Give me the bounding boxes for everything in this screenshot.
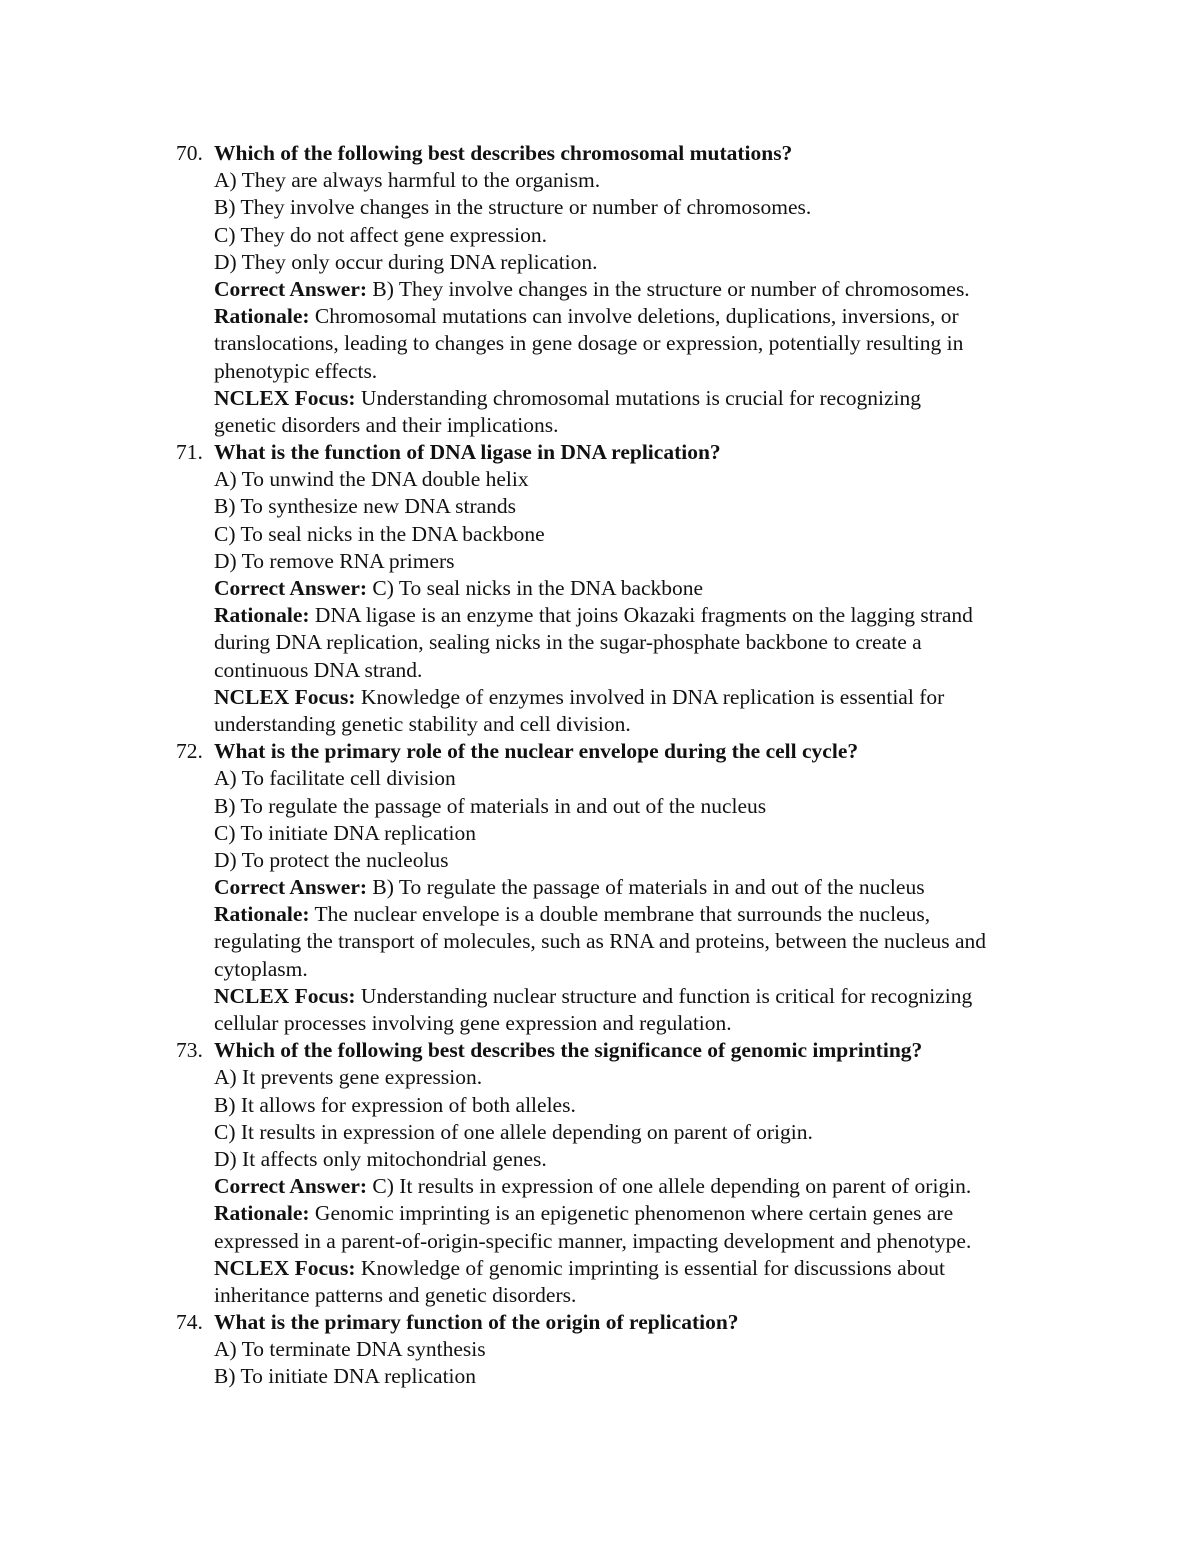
nclex-focus-label: NCLEX Focus: (214, 1255, 356, 1280)
question-71 (0, 439, 1200, 466)
rationale-text: Chromosomal mutations can involve deletions, duplications, inversions, or (314, 304, 959, 329)
correct-answer-label: Correct Answer: (214, 875, 368, 900)
option-b: B) It allows for expression of both alleles. (214, 1092, 576, 1117)
correct-answer-text: B) To regulate the passage of materials in and out of the nucleus (372, 875, 925, 900)
option-d: D) To remove RNA primers (214, 548, 455, 573)
option-d: D) To protect the nucleolus (214, 847, 449, 872)
nclex-focus-text: genetic disorders and their implications. (214, 412, 559, 437)
correct-answer-label: Correct Answer: (214, 1174, 368, 1199)
question-text: What is the primary function of the origin of replication? (214, 1310, 739, 1335)
correct-answer-text: C) To seal nicks in the DNA backbone (372, 576, 704, 600)
option-a: A) They are always harmful to the organism. (214, 168, 601, 193)
option-c: C) To seal nicks in the DNA backbone (214, 521, 545, 546)
option-b: B) To synthesize new DNA strands (214, 494, 517, 519)
correct-answer-label: Correct Answer: (214, 576, 368, 600)
rationale-text: expressed in a parent-of-origin-specific manner, impacting development and phenotype. (214, 1228, 972, 1253)
rationale-label: Rationale: (214, 603, 310, 628)
correct-answer (214, 575, 703, 602)
option-a: A) To unwind the DNA double helix (214, 467, 529, 492)
question-number: 72. (176, 739, 203, 764)
nclex-focus (214, 385, 921, 412)
nclex-focus-text: Understanding nuclear structure and function is critical for recognizing (360, 983, 973, 1008)
correct-answer (214, 874, 925, 901)
rationale-label: Rationale: (214, 304, 310, 329)
option-b: B) To initiate DNA replication (214, 1364, 477, 1389)
option-c: C) It results in expression of one allele depending on parent of origin. (214, 1119, 813, 1144)
option-b: B) To regulate the passage of materials in and out of the nucleus (214, 793, 767, 818)
rationale-text: translocations, leading to changes in gene dosage or expression, potentially resulting in (214, 331, 964, 356)
option-d: D) It affects only mitochondrial genes. (214, 1146, 547, 1171)
question-number: 73. (176, 1038, 203, 1063)
correct-answer (214, 1173, 971, 1200)
question-text: What is the primary role of the nuclear envelope during the cell cycle? (214, 739, 859, 764)
nclex-focus-text: inheritance patterns and genetic disorders. (214, 1282, 577, 1307)
nclex-focus-text: Knowledge of enzymes involved in DNA replication is essential for (360, 684, 945, 709)
nclex-focus (214, 1255, 945, 1282)
option-c: C) To initiate DNA replication (214, 820, 477, 845)
rationale-label: Rationale: (214, 902, 310, 927)
question-number: 74. (176, 1310, 203, 1335)
rationale-text: continuous DNA strand. (214, 657, 423, 682)
nclex-focus-label: NCLEX Focus: (214, 983, 356, 1008)
nclex-focus-label: NCLEX Focus: (214, 684, 356, 709)
question-73 (0, 1037, 1200, 1064)
rationale (214, 602, 973, 629)
option-a: A) It prevents gene expression. (214, 1065, 483, 1090)
question-74 (0, 1309, 1200, 1336)
option-d: D) They only occur during DNA replication. (214, 249, 598, 274)
nclex-focus-text: Understanding chromosomal mutations is crucial for recognizing (360, 385, 921, 410)
option-a: A) To facilitate cell division (214, 766, 456, 791)
rationale-text: regulating the transport of molecules, such as RNA and proteins, between the nucleus and (214, 929, 987, 954)
question-number: 71. (176, 440, 203, 465)
question-text: Which of the following best describes the significance of genomic imprinting? (214, 1038, 923, 1063)
document-content (0, 140, 1200, 1391)
option-b: B) They involve changes in the structure or number of chromosomes. (214, 195, 812, 220)
option-a: A) To terminate DNA synthesis (214, 1337, 486, 1362)
nclex-focus-label: NCLEX Focus: (214, 385, 356, 410)
correct-answer-label: Correct Answer: (214, 276, 368, 301)
rationale (214, 303, 959, 330)
question-72 (0, 738, 1200, 765)
correct-answer (214, 276, 970, 303)
nclex-focus-text: cellular processes involving gene expression and regulation. (214, 1011, 732, 1035)
nclex-focus (214, 983, 972, 1010)
correct-answer-text: C) It results in expression of one allele depending on parent of origin. (372, 1174, 972, 1199)
option-c: C) They do not affect gene expression. (214, 222, 547, 247)
rationale-text: cytoplasm. (214, 956, 308, 981)
rationale-text: Genomic imprinting is an epigenetic phenomenon where certain genes are (314, 1201, 954, 1226)
nclex-focus-text: understanding genetic stability and cell division. (214, 711, 631, 736)
question-text: Which of the following best describes chromosomal mutations? (214, 141, 793, 165)
question-70 (0, 140, 1200, 167)
rationale (214, 901, 930, 928)
rationale (214, 1200, 953, 1227)
rationale-text: during DNA replication, sealing nicks in the sugar-phosphate backbone to create a (214, 630, 922, 655)
rationale-text: The nuclear envelope is a double membrane that surrounds the nucleus, (314, 902, 931, 927)
nclex-focus-text: Knowledge of genomic imprinting is essential for discussions about (360, 1255, 945, 1280)
correct-answer-text: B) They involve changes in the structure or number of chromosomes. (372, 276, 970, 301)
nclex-focus (214, 684, 944, 711)
rationale-label: Rationale: (214, 1201, 310, 1226)
question-text: What is the function of DNA ligase in DNA replication? (214, 440, 721, 465)
question-number: 70. (176, 141, 203, 165)
rationale-text: phenotypic effects. (214, 358, 378, 383)
rationale-text: DNA ligase is an enzyme that joins Okazaki fragments on the lagging strand (314, 603, 973, 628)
